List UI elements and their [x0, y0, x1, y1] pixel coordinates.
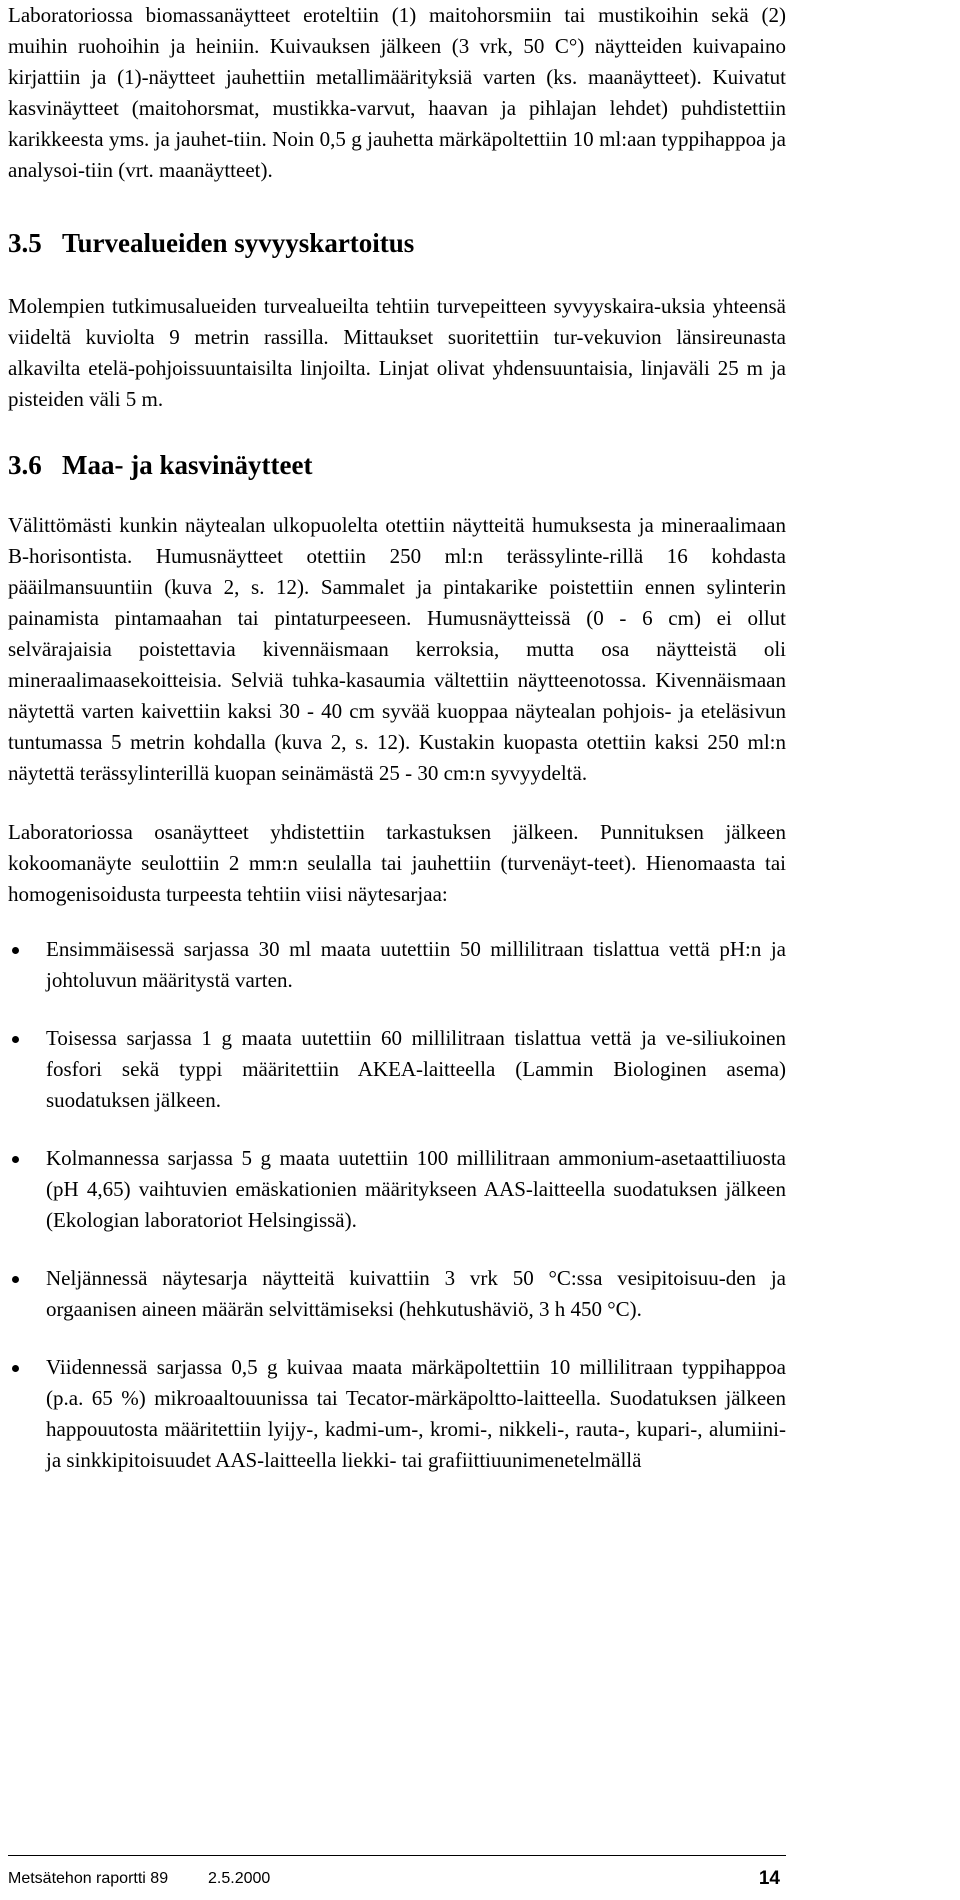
- section-number: 3.5: [8, 228, 42, 258]
- page-footer: [8, 1855, 786, 1895]
- bullet-icon: [12, 947, 19, 954]
- section-3-6-paragraph-2: Laboratoriossa osanäytteet yhdistettiin tarkastuksen jälkeen. Punnituksen jälkeen kokoomanäyte seulottiin 2 mm:n seulalla tai jauhettiin (turvenäyt-teet). Hienomaasta tai homogenisoidusta turpeesta tehtiin viisi näytesarjaa:: [8, 820, 786, 906]
- intro-paragraph: Laboratoriossa biomassanäytteet eroteltiin (1) maitohorsmiin tai mustikoihin sekä (2) muihin ruohoihin ja heiniin. Kuivauksen jälkeen (3 vrk, 50 C°) näytteiden kuivapaino kirjattiin ja (1)-näytteet jauhettiin metallimäärityksiä varten (ks. maanäytteet). Kuivatut kasvinäytteet (maitohorsmat, mustikka-varvut, haavan ja pihlajan lehdet) puhdistettiin karikkeesta yms. ja jauhet-tiin. Noin 0,5 g jauhetta märkäpoltettiin 10 ml:aan typpihappoa ja analysoi-tiin (vrt. maanäytteet).: [8, 3, 786, 182]
- section-3-6-paragraph-1: Välittömästi kunkin näytealan ulkopuolelta otettiin näytteitä humuksesta ja mineraalimaan B-horisontista. Humusnäytteet otettiin 250 ml:n terässylinte-rillä 16 kohdasta pääilmansuuntiin (kuva 2, s. 12). Sammalet ja pintakarike poistettiin ennen sylinterin painamista pintamaahan tai pintaturpeeseen. Humusnäytteissä (0 - 6 cm) ei ollut selvärajaisia poistettavia kivennäismaan kerroksia, mutta osa näytteistä oli mineraalimaasekoitteisia. Selviä tuhka-kasaumia vältettiin näytteenotossa. Kivennäismaan näytettä varten kaivettiin kaksi 30 - 40 cm syvää kuoppaa näytealan pohjois- ja eteläsivun tuntumassa 5 metrin kohdalla (kuva 2, s. 12). Kustakin kuopasta otettiin kaksi 250 ml:n näytettä terässylinterillä kuopan seinämästä 25 - 30 cm:n syvyydeltä.: [8, 513, 786, 785]
- section-title: Turvealueiden syvyyskartoitus: [62, 228, 415, 258]
- section-heading-3-6: [8, 448, 786, 482]
- section-3-5-paragraph: Molempien tutkimusalueiden turvealueilta tehtiin turvepeitteen syvyyskaira-uksia yhteensä viideltä kuviolta 9 metrin rassilla. Mittaukset suoritettiin tur-vekuvion länsireunasta alkavilta etelä-pohjoissuuntaisilta linjoilta. Linjat olivat yhdensuuntaisia, linjaväli 25 m ja pisteiden väli 5 m.: [8, 294, 786, 411]
- list-item: [8, 1263, 786, 1325]
- document-page: [8, 0, 786, 1503]
- list-item: [8, 1352, 786, 1476]
- list-item: [8, 1143, 786, 1236]
- list-item: [8, 1023, 786, 1116]
- list-item-text: Neljännessä näytesarja näytteitä kuivattiin 3 vrk 50 °C:ssa vesipitoisuu-den ja orgaanisen aineen määrän selvittämiseksi (hehkutushäviö, 3 h 450 °C).: [46, 1266, 786, 1321]
- section-number: 3.6: [8, 450, 42, 480]
- list-item: [8, 934, 786, 996]
- bullet-icon: [12, 1276, 19, 1283]
- bullet-icon: [12, 1156, 19, 1163]
- sample-series-list: [8, 934, 786, 1476]
- list-item-text: Viidennessä sarjassa 0,5 g kuivaa maata märkäpoltettiin 10 millilitraan typpihappoa (p.a. 65 %) mikroaaltouunissa tai Tecator-märkäpoltto-laitteella. Suodatuksen jälkeen happouutosta määritettiin lyijy-, kadmi-um-, kromi-, nikkeli-, rauta-, kupari-, alumiini- ja sinkkipitoisuudet AAS-laitteella liekki- tai grafiittiuunimenetelmällä: [46, 1355, 786, 1472]
- footer-publication: Metsätehon raportti 89: [8, 1870, 169, 1887]
- section-title: Maa- ja kasvinäytteet: [62, 450, 313, 480]
- list-item-text: Kolmannessa sarjassa 5 g maata uutettiin 100 millilitraan ammonium-asetaattiliuosta (pH 4,65) vaihtuvien emäskationien määritykseen AAS-laitteella suodatuksen jälkeen (Ekologian laboratoriot Helsingissä).: [46, 1146, 786, 1232]
- footer-divider: [8, 1855, 786, 1856]
- bullet-icon: [12, 1036, 19, 1043]
- list-item-text: Toisessa sarjassa 1 g maata uutettiin 60 millilitraan tislattua vettä ja ve-siliukoinen fosfori sekä typpi määritettiin AKEA-laitteella (Lammin Biologinen asema) suodatuksen jälkeen.: [46, 1026, 786, 1112]
- section-heading-3-5: [8, 226, 786, 260]
- list-item-text: Ensimmäisessä sarjassa 30 ml maata uutettiin 50 millilitraan tislattua vettä pH:n ja johtoluvun määritystä varten.: [46, 937, 786, 992]
- bullet-icon: [12, 1365, 19, 1372]
- footer-date: 2.5.2000: [208, 1870, 271, 1887]
- page-number: 14: [758, 1868, 780, 1889]
